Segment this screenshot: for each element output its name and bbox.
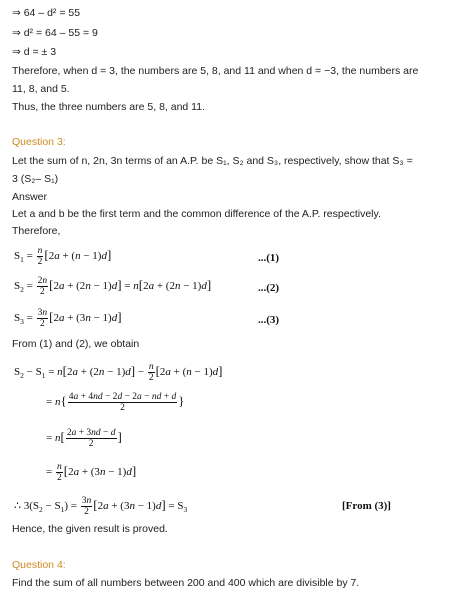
derivation-line-1: $S_2 - S_1 = n[2a + (2n - 1)d]$ − $\frac{n}{2}$ [2a + (n − 1)d] <box>14 362 223 383</box>
intro-line-2: ⇒ d² = 64 – 55 = 9 <box>12 27 98 39</box>
question-3-heading: Question 3: <box>12 136 66 148</box>
intro-line-4: Therefore, when d = 3, the numbers are 5, 8, and 11 and when d = −3, the numbers are <box>12 65 419 77</box>
equation-1: $S_1$ = $\frac{n}{2}$ [2a + (n − 1)d] <box>14 246 112 267</box>
intro-line-3: ⇒ d = ± 3 <box>12 46 57 58</box>
derivation-result: ∴ $3(S_2 - S_1)$ = $\frac{3n}{2}$ $[2a + (3n - 1)d] = S_3$ <box>14 496 188 517</box>
derivation-line-4: = $\frac{n}{2}$ [2a + (3n − 1)d] <box>46 462 137 483</box>
from-3-tag: [From (3)] <box>342 500 391 512</box>
derivation-line-3: = n[ $\frac{2a + 3nd - d}{2}$ ] <box>46 428 122 449</box>
q4-prompt: Find the sum of all numbers between 200 and 400 which are divisible by 7. <box>12 577 360 589</box>
q3-prompt-line-2: 3 (S₂– S₁) <box>12 173 59 185</box>
intro-line-5: 11, 8, and 5. <box>12 83 70 95</box>
answer-label: Answer <box>12 191 48 203</box>
equation-2-tag: ...(2) <box>258 282 280 294</box>
equation-3: $S_3$ = $\frac{3n}{2}$ [2a + (3n − 1)d] <box>14 308 122 329</box>
derivation-line-2: = n{ $\frac{4a + 4nd - 2d - 2a - nd + d}{2}$ } <box>46 392 185 413</box>
equation-2: $S_2$ = $\frac{2n}{2}$ [2a + (2n − 1)d] = n[2a + (2n − 1)d] <box>14 276 212 297</box>
question-4-heading: Question 4: <box>12 559 66 571</box>
answer-line-1: Let a and b be the first term and the common difference of the A.P. respectively. <box>12 208 381 220</box>
q3-prompt-line-1: Let the sum of n, 2n, 3n terms of an A.P. be S₁, S₂ and S₃, respectively, show that S₃ = <box>12 155 413 167</box>
intro-line-1: ⇒ 64 – d² = 55 <box>12 7 81 19</box>
intro-line-6: Thus, the three numbers are 5, 8, and 11. <box>12 101 206 113</box>
equation-3-tag: ...(3) <box>258 314 280 326</box>
answer-line-2: Therefore, <box>12 225 61 237</box>
conclusion: Hence, the given result is proved. <box>12 523 168 535</box>
from-1-and-2-text: From (1) and (2), we obtain <box>12 338 140 350</box>
equation-1-tag: ...(1) <box>258 252 280 264</box>
